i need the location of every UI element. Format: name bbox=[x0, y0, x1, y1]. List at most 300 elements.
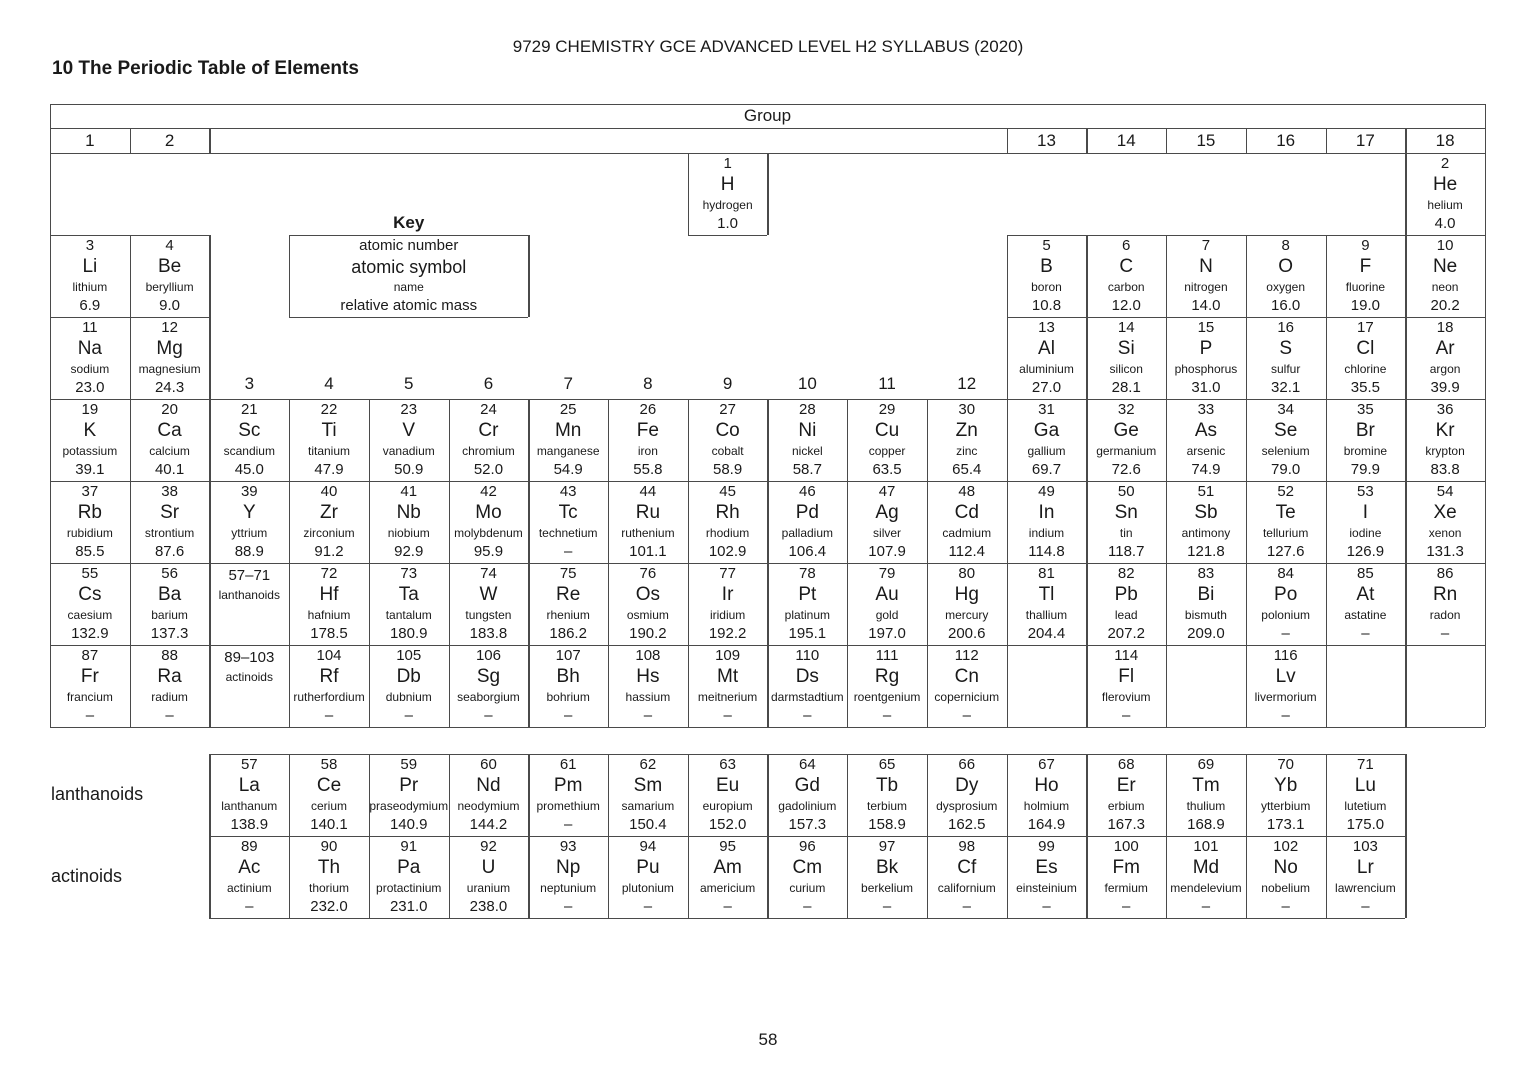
atomic-number: 49 bbox=[1038, 483, 1055, 500]
relative-atomic-mass: 192.2 bbox=[708, 625, 747, 642]
atomic-number: 33 bbox=[1197, 401, 1215, 418]
cell-border bbox=[1485, 645, 1486, 727]
relative-atomic-mass: 72.6 bbox=[1111, 461, 1141, 478]
relative-atomic-mass: – bbox=[803, 707, 812, 724]
atomic-symbol: Pt bbox=[798, 584, 817, 605]
cell-border bbox=[209, 918, 289, 919]
key-name: name bbox=[393, 280, 424, 294]
relative-atomic-mass: 152.0 bbox=[708, 816, 747, 833]
relative-atomic-mass: 87.6 bbox=[154, 543, 185, 560]
cell-border bbox=[209, 645, 289, 646]
cell-border bbox=[1405, 645, 1485, 646]
element-name: niobium bbox=[387, 526, 430, 540]
relative-atomic-mass: 52.0 bbox=[473, 461, 504, 478]
relative-atomic-mass: 178.5 bbox=[310, 625, 348, 642]
relative-atomic-mass: – bbox=[643, 707, 653, 724]
atomic-number: 111 bbox=[875, 647, 899, 664]
relative-atomic-mass: – bbox=[1122, 898, 1131, 915]
atomic-symbol: Ga bbox=[1033, 420, 1060, 441]
cell-border bbox=[1326, 727, 1406, 728]
element-name: hydrogen bbox=[702, 198, 753, 212]
relative-atomic-mass: 132.9 bbox=[71, 625, 109, 642]
relative-atomic-mass: 83.8 bbox=[1430, 461, 1460, 478]
relative-atomic-mass: – bbox=[1042, 898, 1051, 915]
relative-atomic-mass: 186.2 bbox=[549, 625, 587, 642]
atomic-symbol: Bk bbox=[875, 857, 899, 878]
relative-atomic-mass: – bbox=[564, 543, 573, 560]
cell-border bbox=[369, 918, 449, 919]
relative-atomic-mass: – bbox=[1201, 898, 1211, 915]
relative-atomic-mass: 232.0 bbox=[310, 898, 348, 915]
element-name: neon bbox=[1431, 280, 1459, 294]
relative-atomic-mass: 35.5 bbox=[1350, 379, 1380, 396]
atomic-number: 74 bbox=[480, 565, 497, 582]
element-name: caesium bbox=[67, 608, 113, 622]
atomic-symbol: Br bbox=[1355, 420, 1375, 441]
key-atomic-number: atomic number bbox=[359, 237, 459, 254]
key-title: Key bbox=[393, 213, 425, 232]
cell-border bbox=[1326, 918, 1406, 919]
relative-atomic-mass: 173.1 bbox=[1266, 816, 1305, 833]
atomic-symbol: Fm bbox=[1112, 857, 1140, 878]
relative-atomic-mass: 24.3 bbox=[154, 379, 185, 396]
atomic-number: 35 bbox=[1357, 401, 1374, 418]
atomic-number: 31 bbox=[1038, 401, 1055, 418]
cell-border bbox=[1246, 918, 1326, 919]
element-name: cerium bbox=[311, 799, 348, 813]
atomic-number: 2 bbox=[1440, 155, 1450, 172]
relative-atomic-mass: – bbox=[404, 707, 413, 724]
series-label: actinoids bbox=[225, 670, 273, 684]
atomic-symbol: Sg bbox=[476, 666, 501, 687]
atomic-symbol: Lu bbox=[1354, 775, 1376, 796]
atomic-number: 34 bbox=[1277, 401, 1294, 418]
atomic-number: 67 bbox=[1038, 756, 1055, 773]
cell-border bbox=[130, 727, 210, 728]
relative-atomic-mass: 58.7 bbox=[792, 461, 822, 478]
element-name: zirconium bbox=[303, 526, 355, 540]
element-name: bismuth bbox=[1184, 608, 1227, 622]
atomic-number: 52 bbox=[1277, 483, 1294, 500]
atomic-number: 53 bbox=[1357, 483, 1374, 500]
atomic-number: 79 bbox=[878, 565, 896, 582]
atomic-symbol: Ba bbox=[157, 584, 182, 605]
atomic-number: 69 bbox=[1197, 756, 1215, 773]
atomic-symbol: Mt bbox=[717, 666, 739, 687]
element-name: bromine bbox=[1343, 444, 1388, 458]
key-relative-atomic-mass: relative atomic mass bbox=[340, 297, 478, 314]
atomic-symbol: Kr bbox=[1435, 420, 1455, 441]
group-number-7: 7 bbox=[563, 374, 573, 393]
atomic-symbol: Pb bbox=[1114, 584, 1138, 605]
atomic-symbol: Pa bbox=[397, 857, 421, 878]
atomic-symbol: Y bbox=[242, 502, 256, 523]
cell-border bbox=[1326, 645, 1406, 646]
atomic-number: 64 bbox=[798, 756, 816, 773]
atomic-symbol: Cf bbox=[957, 857, 977, 878]
atomic-number: 89 bbox=[240, 838, 258, 855]
relative-atomic-mass: 1.0 bbox=[717, 215, 739, 232]
relative-atomic-mass: 9.0 bbox=[159, 297, 180, 314]
relative-atomic-mass: 28.1 bbox=[1111, 379, 1141, 396]
element-name: holmium bbox=[1023, 799, 1070, 813]
element-name: hassium bbox=[625, 690, 671, 704]
element-name: americium bbox=[699, 881, 756, 895]
atomic-number: 100 bbox=[1113, 838, 1139, 855]
atomic-number: 27 bbox=[719, 401, 736, 418]
relative-atomic-mass: 39.9 bbox=[1430, 379, 1460, 396]
atomic-symbol: Th bbox=[317, 857, 341, 878]
atomic-number: 24 bbox=[480, 401, 497, 418]
relative-atomic-mass: – bbox=[962, 898, 971, 915]
atomic-number: 42 bbox=[480, 483, 497, 500]
atomic-number: 99 bbox=[1038, 838, 1055, 855]
atomic-number: 78 bbox=[798, 565, 816, 582]
element-name: actinium bbox=[226, 881, 272, 895]
atomic-symbol: Mg bbox=[156, 338, 183, 359]
relative-atomic-mass: 55.8 bbox=[633, 461, 663, 478]
atomic-number: 9 bbox=[1361, 237, 1370, 254]
cell-border bbox=[449, 918, 529, 919]
element-name: bohrium bbox=[546, 690, 590, 704]
relative-atomic-mass: 54.9 bbox=[553, 461, 583, 478]
atomic-number: 28 bbox=[798, 401, 816, 418]
cell-border bbox=[608, 727, 688, 728]
relative-atomic-mass: – bbox=[882, 707, 892, 724]
relative-atomic-mass: 50.9 bbox=[394, 461, 424, 478]
atomic-number: 62 bbox=[639, 756, 657, 773]
series-range: 89–103 bbox=[224, 649, 275, 666]
atomic-number: 83 bbox=[1197, 565, 1215, 582]
element-name: tin bbox=[1119, 526, 1133, 540]
relative-atomic-mass: 79.9 bbox=[1350, 461, 1380, 478]
relative-atomic-mass: – bbox=[85, 707, 95, 724]
element-name: uranium bbox=[466, 881, 511, 895]
relative-atomic-mass: 209.0 bbox=[1187, 625, 1225, 642]
relative-atomic-mass: 58.9 bbox=[713, 461, 743, 478]
atomic-symbol: Si bbox=[1117, 338, 1135, 359]
relative-atomic-mass: 107.9 bbox=[868, 543, 906, 560]
relative-atomic-mass: 40.1 bbox=[154, 461, 185, 478]
relative-atomic-mass: 175.0 bbox=[1346, 816, 1385, 833]
atomic-number: 23 bbox=[400, 401, 418, 418]
group-number-14: 14 bbox=[1116, 131, 1136, 150]
atomic-number: 51 bbox=[1197, 483, 1215, 500]
atomic-symbol: Cl bbox=[1356, 338, 1375, 359]
atomic-symbol: Ne bbox=[1432, 256, 1458, 277]
atomic-symbol: B bbox=[1040, 256, 1053, 277]
actinoids-row-label: actinoids bbox=[51, 866, 123, 886]
atomic-number: 18 bbox=[1436, 319, 1454, 336]
atomic-symbol: Ca bbox=[157, 420, 182, 441]
atomic-number: 97 bbox=[878, 838, 896, 855]
atomic-number: 12 bbox=[161, 319, 178, 336]
atomic-number: 106 bbox=[475, 647, 501, 664]
relative-atomic-mass: 106.4 bbox=[788, 543, 827, 560]
relative-atomic-mass: 137.3 bbox=[150, 625, 189, 642]
atomic-symbol: Yb bbox=[1274, 775, 1298, 796]
atomic-symbol: Os bbox=[635, 584, 661, 605]
element-name: molybdenum bbox=[454, 526, 523, 540]
element-name: rhodium bbox=[705, 526, 750, 540]
series-label: lanthanoids bbox=[218, 588, 280, 602]
relative-atomic-mass: – bbox=[803, 898, 812, 915]
atomic-symbol: N bbox=[1199, 256, 1213, 277]
element-name: praseodymium bbox=[369, 799, 449, 813]
atomic-number: 107 bbox=[555, 647, 581, 664]
atomic-symbol: Pd bbox=[795, 502, 819, 523]
cell-border bbox=[1086, 645, 1087, 727]
element-name: antimony bbox=[1181, 526, 1231, 540]
atomic-symbol: Rb bbox=[77, 502, 102, 523]
cell-border bbox=[1007, 645, 1087, 646]
relative-atomic-mass: 140.9 bbox=[389, 816, 428, 833]
atomic-symbol: Nd bbox=[476, 775, 501, 796]
relative-atomic-mass: 162.5 bbox=[947, 816, 986, 833]
atomic-symbol: Hs bbox=[636, 666, 660, 687]
element-name: fermium bbox=[1104, 881, 1148, 895]
atomic-number: 10 bbox=[1436, 237, 1454, 254]
cell-border bbox=[767, 918, 847, 919]
relative-atomic-mass: 112.4 bbox=[948, 543, 985, 560]
cell-border bbox=[847, 918, 927, 919]
atomic-symbol: Au bbox=[875, 584, 899, 605]
relative-atomic-mass: – bbox=[564, 816, 573, 833]
atomic-number: 94 bbox=[639, 838, 657, 855]
atomic-number: 38 bbox=[161, 483, 178, 500]
atomic-symbol: Pu bbox=[636, 857, 660, 878]
atomic-symbol: Re bbox=[556, 584, 581, 605]
atomic-symbol: K bbox=[83, 420, 97, 441]
element-name: silicon bbox=[1109, 362, 1143, 376]
relative-atomic-mass: 95.9 bbox=[473, 543, 504, 560]
key-border bbox=[289, 317, 528, 318]
element-name: iridium bbox=[709, 608, 746, 622]
atomic-symbol: Rn bbox=[1432, 584, 1458, 605]
element-name: samarium bbox=[621, 799, 675, 813]
cell-border bbox=[1166, 918, 1246, 919]
element-name: ruthenium bbox=[621, 526, 675, 540]
atomic-symbol: Tb bbox=[875, 775, 899, 796]
element-name: rutherfordium bbox=[293, 690, 365, 704]
relative-atomic-mass: 138.9 bbox=[230, 816, 269, 833]
atomic-symbol: Sm bbox=[633, 775, 663, 796]
element-name: fluorine bbox=[1345, 280, 1386, 294]
element-name: beryllium bbox=[145, 280, 194, 294]
syllabus-header: 9729 CHEMISTRY GCE ADVANCED LEVEL H2 SYLLABUS (2020) bbox=[512, 37, 1024, 56]
relative-atomic-mass: – bbox=[1122, 707, 1131, 724]
relative-atomic-mass: 63.5 bbox=[872, 461, 902, 478]
relative-atomic-mass: 121.8 bbox=[1187, 543, 1225, 560]
atomic-symbol: No bbox=[1273, 857, 1298, 878]
atomic-symbol: Mo bbox=[475, 502, 502, 523]
atomic-symbol: Cu bbox=[874, 420, 900, 441]
atomic-symbol: Nb bbox=[396, 502, 421, 523]
relative-atomic-mass: 32.1 bbox=[1271, 379, 1301, 396]
atomic-number: 44 bbox=[639, 483, 657, 500]
atomic-symbol: F bbox=[1359, 256, 1372, 277]
relative-atomic-mass: 23.0 bbox=[75, 379, 105, 396]
element-name: lawrencium bbox=[1335, 881, 1396, 895]
atomic-symbol: Rh bbox=[715, 502, 740, 523]
atomic-number: 86 bbox=[1436, 565, 1454, 582]
atomic-symbol: Cs bbox=[78, 584, 102, 605]
atomic-number: 56 bbox=[161, 565, 178, 582]
relative-atomic-mass: – bbox=[1361, 625, 1370, 642]
atomic-number: 39 bbox=[240, 483, 258, 500]
element-name: hafnium bbox=[307, 608, 351, 622]
atomic-symbol: Hf bbox=[319, 584, 339, 605]
element-name: lead bbox=[1114, 608, 1138, 622]
element-name: barium bbox=[151, 608, 188, 622]
atomic-number: 116 bbox=[1273, 647, 1298, 664]
atomic-symbol: Zn bbox=[955, 420, 978, 441]
cell-border bbox=[1485, 399, 1486, 481]
relative-atomic-mass: 144.2 bbox=[469, 816, 508, 833]
atomic-symbol: Rf bbox=[319, 666, 339, 687]
relative-atomic-mass: 19.0 bbox=[1350, 297, 1380, 314]
atomic-symbol: C bbox=[1119, 256, 1134, 277]
atomic-symbol: Ag bbox=[875, 502, 899, 523]
page-number: 58 bbox=[758, 1030, 778, 1049]
atomic-number: 22 bbox=[320, 401, 338, 418]
atomic-number: 91 bbox=[400, 838, 418, 855]
atomic-symbol: Lv bbox=[1275, 666, 1296, 687]
atomic-number: 48 bbox=[958, 483, 976, 500]
element-name: argon bbox=[1429, 362, 1461, 376]
element-name: copper bbox=[868, 444, 906, 458]
atomic-symbol: Eu bbox=[715, 775, 740, 796]
relative-atomic-mass: – bbox=[245, 898, 254, 915]
atomic-number: 30 bbox=[958, 401, 976, 418]
atomic-symbol: Cm bbox=[792, 857, 823, 878]
atomic-number: 65 bbox=[878, 756, 896, 773]
element-name: roentgenium bbox=[853, 690, 921, 704]
atomic-number: 54 bbox=[1436, 483, 1454, 500]
group-number-5: 5 bbox=[404, 374, 414, 393]
relative-atomic-mass: 150.4 bbox=[629, 816, 667, 833]
relative-atomic-mass: 102.9 bbox=[708, 543, 747, 560]
element-name: polonium bbox=[1261, 608, 1310, 622]
element-name: copernicium bbox=[934, 690, 1000, 704]
cell-border bbox=[1405, 727, 1485, 728]
atomic-number: 109 bbox=[715, 647, 741, 664]
relative-atomic-mass: – bbox=[962, 707, 971, 724]
atomic-number: 103 bbox=[1352, 838, 1378, 855]
relative-atomic-mass: 238.0 bbox=[469, 898, 508, 915]
relative-atomic-mass: 79.0 bbox=[1271, 461, 1301, 478]
cell-border bbox=[1007, 727, 1087, 728]
cell-border bbox=[1485, 153, 1486, 235]
relative-atomic-mass: 180.9 bbox=[389, 625, 428, 642]
atomic-number: 96 bbox=[798, 838, 816, 855]
atomic-number: 61 bbox=[559, 756, 577, 773]
cell-border bbox=[209, 727, 289, 728]
atomic-symbol: Co bbox=[715, 420, 740, 441]
element-name: oxygen bbox=[1266, 280, 1305, 294]
element-name: strontium bbox=[144, 526, 195, 540]
atomic-symbol: Pm bbox=[553, 775, 583, 796]
group-label-divider bbox=[50, 128, 1485, 129]
element-name: neptunium bbox=[540, 881, 597, 895]
relative-atomic-mass: 39.1 bbox=[75, 461, 105, 478]
atomic-number: 104 bbox=[316, 647, 342, 664]
relative-atomic-mass: 16.0 bbox=[1271, 297, 1301, 314]
atomic-number: 4 bbox=[165, 237, 174, 254]
atomic-symbol: Dy bbox=[955, 775, 979, 796]
element-name: phosphorus bbox=[1174, 362, 1238, 376]
atomic-symbol: Tl bbox=[1038, 584, 1055, 605]
element-name: lanthanum bbox=[221, 799, 278, 813]
cell-border bbox=[1246, 727, 1326, 728]
atomic-symbol: Pr bbox=[399, 775, 419, 796]
element-name: indium bbox=[1028, 526, 1065, 540]
atomic-symbol: Np bbox=[556, 857, 581, 878]
atomic-symbol: Tc bbox=[558, 502, 578, 523]
atomic-number: 110 bbox=[795, 647, 820, 664]
atomic-symbol: Ta bbox=[398, 584, 419, 605]
atomic-number: 6 bbox=[1122, 237, 1131, 254]
atomic-number: 40 bbox=[320, 483, 338, 500]
atomic-symbol: V bbox=[402, 420, 416, 441]
atomic-number: 108 bbox=[635, 647, 661, 664]
element-name: krypton bbox=[1425, 444, 1465, 458]
cell-border bbox=[1086, 918, 1166, 919]
atomic-number: 25 bbox=[559, 401, 577, 418]
cell-border bbox=[1086, 727, 1166, 728]
atomic-number: 84 bbox=[1277, 565, 1294, 582]
atomic-symbol: Gd bbox=[794, 775, 820, 796]
relative-atomic-mass: 85.5 bbox=[75, 543, 105, 560]
relative-atomic-mass: – bbox=[1440, 625, 1450, 642]
atomic-number: 32 bbox=[1117, 401, 1135, 418]
element-name: gold bbox=[875, 608, 899, 622]
cell-border bbox=[1405, 836, 1406, 918]
relative-atomic-mass: 231.0 bbox=[389, 898, 428, 915]
relative-atomic-mass: 12.0 bbox=[1111, 297, 1141, 314]
element-name: iodine bbox=[1349, 526, 1382, 540]
group-number-6: 6 bbox=[483, 374, 494, 393]
cell-border bbox=[1485, 563, 1486, 645]
element-name: helium bbox=[1427, 198, 1463, 212]
cell-border bbox=[1485, 317, 1486, 399]
atomic-number: 85 bbox=[1357, 565, 1374, 582]
element-name: potassium bbox=[62, 444, 118, 458]
relative-atomic-mass: – bbox=[1281, 625, 1290, 642]
element-name: seaborgium bbox=[457, 690, 520, 704]
group-number-15: 15 bbox=[1196, 131, 1216, 150]
atomic-symbol: Tm bbox=[1192, 775, 1220, 796]
element-name: sulfur bbox=[1270, 362, 1301, 376]
cell-border bbox=[289, 563, 290, 645]
atomic-number: 70 bbox=[1277, 756, 1294, 773]
atomic-symbol: Fl bbox=[1118, 666, 1135, 687]
cell-border bbox=[528, 918, 608, 919]
atomic-number: 59 bbox=[400, 756, 418, 773]
atomic-number: 7 bbox=[1201, 237, 1211, 254]
group-label: Group bbox=[743, 106, 792, 125]
element-name: darmstadtium bbox=[770, 690, 844, 704]
atomic-symbol: Zr bbox=[320, 502, 338, 523]
element-name: lutetium bbox=[1344, 799, 1387, 813]
element-name: cadmium bbox=[942, 526, 992, 540]
key-atomic-symbol: atomic symbol bbox=[351, 257, 467, 277]
cell-border bbox=[449, 727, 529, 728]
atomic-number: 76 bbox=[639, 565, 657, 582]
atomic-number: 112 bbox=[954, 647, 979, 664]
relative-atomic-mass: 69.7 bbox=[1031, 461, 1062, 478]
cell-border bbox=[688, 235, 768, 236]
